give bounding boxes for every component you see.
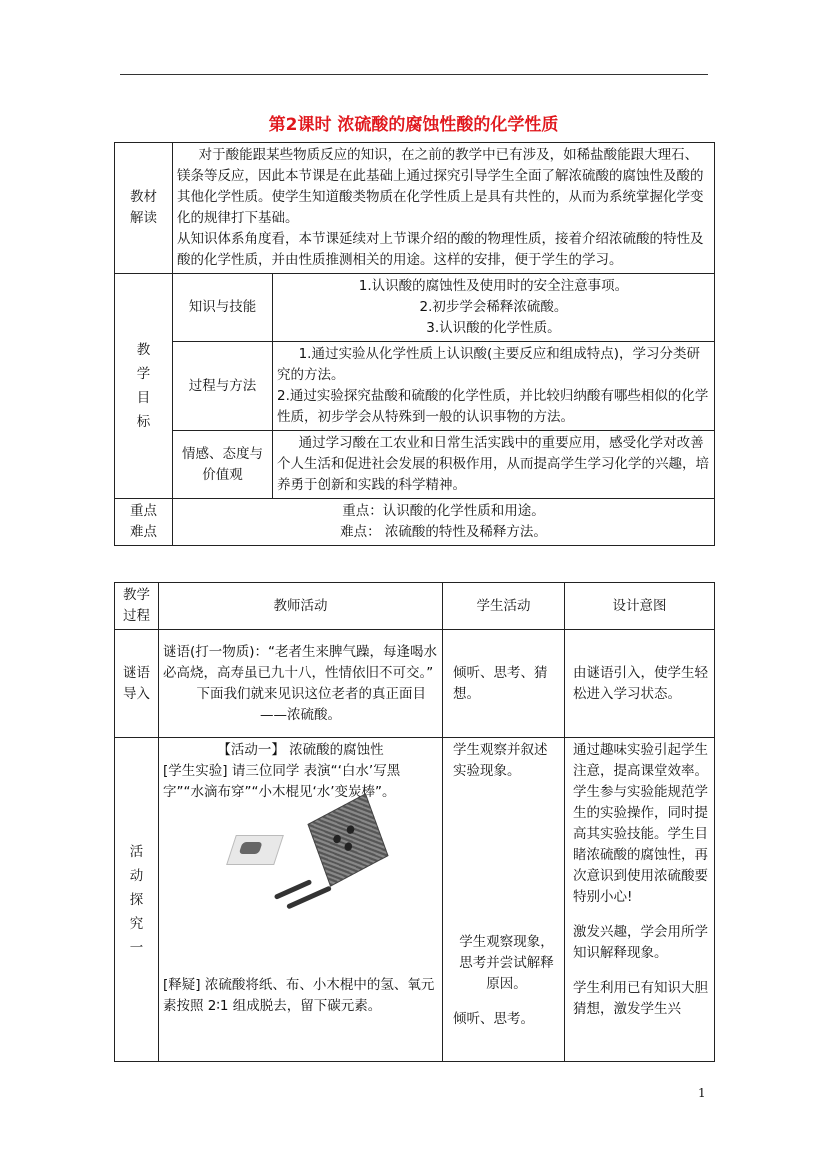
jiaocai-content [173,143,715,274]
zhongdian-content [173,499,715,546]
zhishi-item: 3.认识酸的化学性质。 [426,320,561,336]
experiment-text: [学生实验] 请三位同学 表演“‘白水’写黑字”“水滴布穿”“小木棍见‘水’变炭棒”。 [163,763,401,800]
guocheng-content [273,342,715,431]
guocheng-item: 2.通过实验探究盐酸和硫酸的化学性质，并比较归纳酸有哪些相似的化学性质，初步学会从特殊到一般的认识事物的方法。 [277,388,709,425]
activity-title: 【活动一】 浓硫酸的腐蚀性 [217,742,384,758]
cloth-image [307,793,388,887]
header-intent: 设计意图 [565,583,715,630]
riddle-text: 谜语(打一物质)：“老者生来脾气躁，每逢喝水必高烧，高寿虽已九十八，性情依旧不可交。” [163,643,438,681]
jiaocai-paragraph-2: 从知识体系角度看，本节课延续对上节课介绍的酸的物理性质，接着介绍浓硫酸的特性及酸的化学性质，并由性质推测相关的用途。这样的安排，便于学生的学习。 [177,231,704,268]
intent-interest: 通过趣味实验引起学生注意，提高课堂效率。学生参与实验能规范学生的实验操作，同时提高其实验技能。学生目睹浓硫酸的腐蚀性，再次意识到使用浓硫酸要特别小心! [573,742,708,905]
student-explain: 学生观察现象，思考并尝试解释原因。 [459,934,554,992]
guocheng-item: 1.通过实验从化学性质上认识酸(主要反应和组成特点)，学习分类研究的方法。 [277,346,701,383]
guocheng-label: 过程与方法 [173,342,273,431]
qinggan-label: 情感、态度与价值观 [173,431,273,499]
experiment-illustration [163,803,438,923]
zhishi-content [273,274,715,342]
page-title: 第2课时 浓硫酸的腐蚀性酸的化学性质 [268,115,559,135]
intent-guess: 学生利用已有知识大胆猜想，激发学生兴 [573,980,708,1017]
process-table [114,582,715,1062]
teacher-riddle [159,630,443,738]
objectives-table [114,142,715,546]
stage-activity-1: 活 动 探 究 一 [115,738,159,1062]
mubiao-label: 教 学 目 标 [115,274,173,499]
header-teacher: 教师活动 [159,583,443,630]
riddle-reveal: 下面我们就来见识这位老者的真正面目——浓硫酸。 [196,685,427,723]
zhongdian-label: 重点 难点 [115,499,173,546]
stage-riddle: 谜语 导入 [115,630,159,738]
teacher-activity-1 [159,738,443,1062]
intent-explain: 激发兴趣，学会用所学知识解释现象。 [573,924,708,961]
student-observe: 学生观察并叙述实验现象。 [453,742,548,779]
header-student: 学生活动 [443,583,565,630]
jiaocai-paragraph-1: 对于酸能跟某些物质反应的知识，在之前的教学中已有涉及，如稀盐酸能跟大理石、镁条等反应，因此本节课是在此基础上通过探究引导学生全面了解浓硫酸的腐蚀性及酸的其他化学性质。使学生知道酸类物质在化学性质上是具有共性的，从而为系统掌握化学变化的规律打下基础。 [177,147,704,226]
header-rule [120,74,708,75]
jiaocai-label: 教材 解读 [115,143,173,274]
paper-image [226,835,284,865]
student-activity-1 [443,738,565,1062]
zhishi-label: 知识与技能 [173,274,273,342]
student-riddle: 倾听、思考、猜想。 [443,630,565,738]
explain-text: [释疑] 浓硫酸将纸、布、小木棍中的氢、氧元素按照 2∶1 组成脱去，留下碳元素。 [163,977,435,1014]
student-listen: 倾听、思考。 [453,1011,534,1027]
zhongdian-text: 重点：认识酸的化学性质和用途。 [342,503,545,519]
zhishi-item: 1.认识酸的腐蚀性及使用时的安全注意事项。 [358,278,629,294]
page-number: 1 [698,1086,706,1100]
nandian-text: 难点： 浓硫酸的特性及稀释方法。 [340,524,547,540]
qinggan-content: 通过学习酸在工农业和日常生活实践中的重要应用，感受化学对改善个人生活和促进社会发展的积极作用，从而提高学生学习化学的兴趣，培养勇于创新和实践的科学精神。 [273,431,715,499]
header-stage: 教学 过程 [115,583,159,630]
intent-activity-1 [565,738,715,1062]
intent-riddle: 由谜语引入，使学生轻松进入学习状态。 [565,630,715,738]
zhishi-item: 2.初步学会稀释浓硫酸。 [419,299,568,315]
